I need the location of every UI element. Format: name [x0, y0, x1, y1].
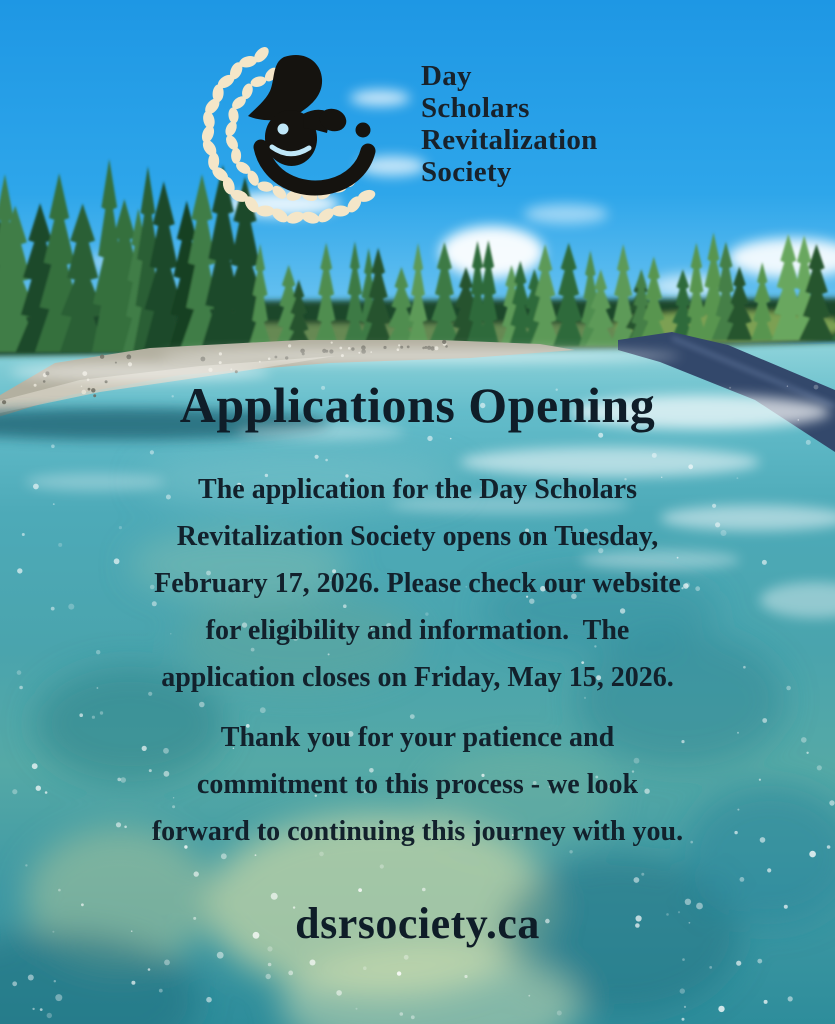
announcement-line: commitment to this process - we look — [196, 769, 639, 800]
announcement-paragraph-2 — [0, 714, 835, 855]
announcement-line: for eligibility and information. The — [205, 615, 630, 646]
logo-wordmark-line: Revitalization — [421, 124, 598, 156]
logo-wordmark-line: Society — [421, 156, 512, 188]
announcement-line: Thank you for your patience and — [220, 722, 615, 753]
announcement-paragraph-1 — [0, 466, 835, 701]
logo-wordmark — [421, 60, 598, 188]
announcement-line: February 17, 2026. Please check our website — [154, 568, 681, 599]
logo-wordmark-line: Scholars — [421, 92, 530, 124]
logo-wordmark-line: Day — [421, 60, 472, 92]
announcement-line: The application for the Day Scholars — [198, 474, 637, 505]
website-url: dsrsociety.ca — [295, 899, 540, 948]
announcement-line: Revitalization Society opens on Tuesday, — [176, 521, 659, 552]
announcement-line: application closes on Friday, May 15, 2026. — [161, 662, 674, 693]
poster-heading: Applications Opening — [179, 377, 656, 433]
announcement-line: forward to continuing this journey with you. — [151, 816, 684, 847]
